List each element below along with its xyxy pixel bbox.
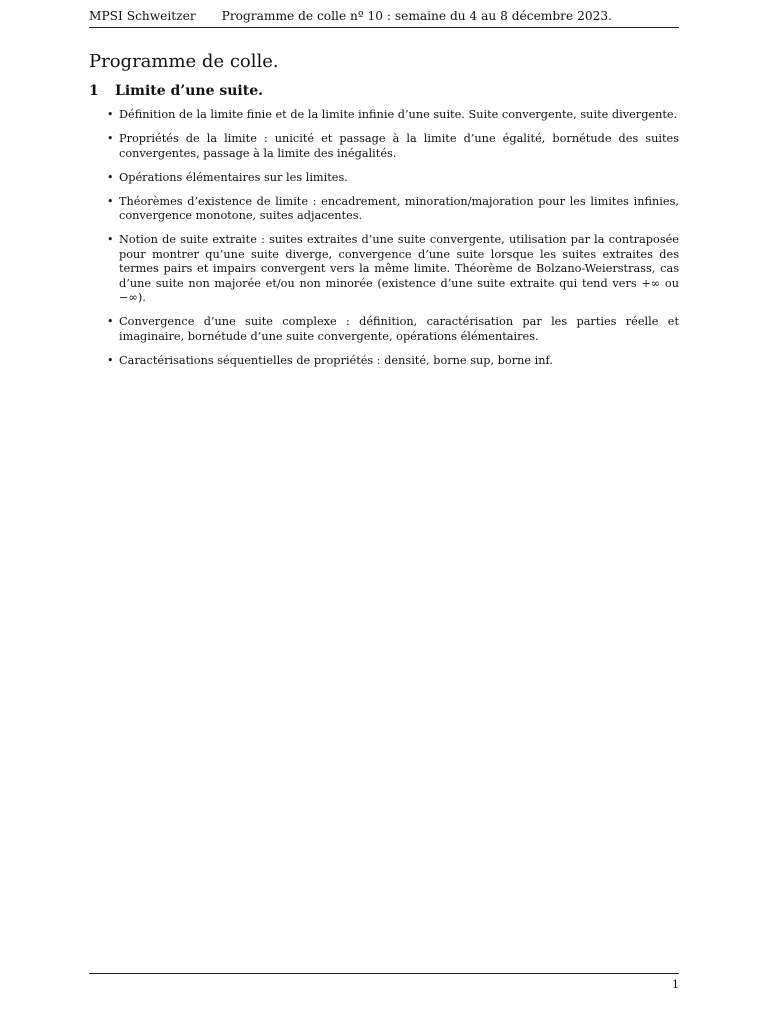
- list-item: [89, 195, 679, 224]
- list-item: [89, 132, 679, 161]
- bullet-icon: •: [107, 233, 114, 246]
- header-rule: [89, 27, 679, 28]
- topic-list: [89, 108, 679, 378]
- page-title: Programme de colle.: [89, 51, 279, 72]
- list-item: [89, 108, 679, 123]
- list-item-text: Caractérisations séquentielles de propriétés : densité, borne sup, borne inf.: [119, 353, 553, 367]
- section-title: Limite d’une suite.: [115, 83, 263, 99]
- header-left: MPSI Schweitzer: [89, 9, 196, 23]
- list-item-text: Définition de la limite finie et de la limite infinie d’une suite. Suite convergente, suite divergente.: [119, 108, 678, 121]
- list-item-text: Théorèmes d’existence de limite : encadrement, minoration/majoration pour les limites infinies, convergence monotone, suites adjacentes.: [119, 194, 679, 222]
- bullet-icon: •: [107, 108, 114, 121]
- page-number: 1: [672, 978, 679, 991]
- running-header: [89, 8, 679, 24]
- list-item: [89, 233, 679, 306]
- bullet-icon: •: [107, 315, 114, 328]
- list-item-text: Propriétés de la limite : unicité et passage à la limite d’une égalité, bornétude des suites convergentes, passage à la limite des inégalités.: [119, 132, 679, 160]
- list-item: [89, 315, 679, 344]
- bullet-icon: •: [107, 132, 114, 145]
- header-middle: Programme de colle nº 10 : semaine du 4 au 8 décembre 2023.: [221, 9, 612, 23]
- bullet-icon: •: [107, 170, 114, 184]
- footer-rule: [89, 973, 679, 974]
- section-number: 1: [89, 83, 99, 99]
- section-heading: [89, 82, 263, 100]
- list-item-text: Convergence d’une suite complexe : définition, caractérisation par les parties réelle et imaginaire, bornétude d’une suite convergente, opérations élémentaires.: [119, 315, 679, 343]
- bullet-icon: •: [107, 194, 114, 208]
- list-item: [89, 171, 679, 186]
- bullet-icon: •: [107, 353, 114, 367]
- list-item-text: Notion de suite extraite : suites extraites d’une suite convergente, utilisation par la contraposée pour montrer qu’une suite diverge, convergence d’une suite lorsque les suites extraites des termes pairs et impairs convergent vers la même limite. Théorème de Bolzano-Weierstrass, cas d’une suite non majorée et/ou non minorée (existence d’une suite extraite qui tend vers +∞ ou −∞).: [119, 233, 679, 304]
- list-item-text: Opérations élémentaires sur les limites.: [119, 170, 348, 184]
- list-item: [89, 354, 679, 369]
